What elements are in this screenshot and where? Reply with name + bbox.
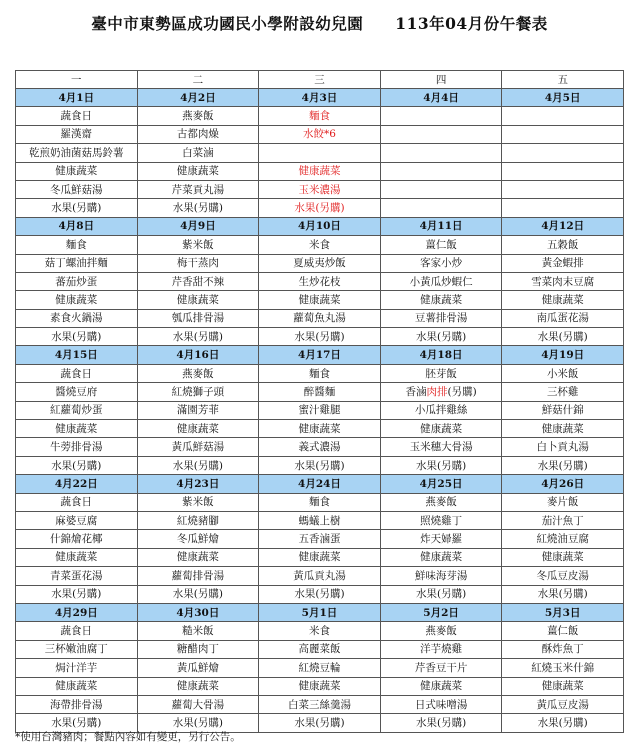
menu-cell: 冬瓜鮮燴 (137, 530, 259, 548)
menu-cell: 芹香甜不辣 (137, 272, 259, 290)
menu-cell: 蘿蔔排骨湯 (137, 567, 259, 585)
menu-cell: 蔬食日 (16, 622, 138, 640)
menu-cell: 米食 (259, 622, 381, 640)
menu-row (16, 401, 624, 419)
menu-cell: 玉米濃湯 (259, 180, 381, 198)
menu-cell: 水果(另購) (380, 585, 502, 603)
date-cell: 5月3日 (502, 603, 624, 621)
menu-cell: 茄汁魚丁 (502, 511, 624, 529)
menu-cell: 健康蔬菜 (16, 677, 138, 695)
menu-cell: 健康蔬菜 (137, 291, 259, 309)
date-cell: 4月25日 (380, 475, 502, 493)
date-row (16, 603, 624, 621)
menu-cell: 健康蔬菜 (502, 420, 624, 438)
menu-cell: 健康蔬菜 (137, 548, 259, 566)
menu-cell: 螞蟻上樹 (259, 511, 381, 529)
menu-cell: 醉醬麵 (259, 383, 381, 401)
menu-cell: 蘿蔔魚丸湯 (259, 309, 381, 327)
menu-cell: 水果(另購) (16, 456, 138, 474)
menu-cell: 麻婆豆腐 (16, 511, 138, 529)
weekday-header-row (16, 71, 624, 89)
menu-cell (380, 125, 502, 143)
menu-row (16, 254, 624, 272)
date-cell: 4月11日 (380, 217, 502, 235)
menu-cell: 青菜蛋花湯 (16, 567, 138, 585)
menu-cell: 健康蔬菜 (16, 420, 138, 438)
menu-cell: 什錦燴花椰 (16, 530, 138, 548)
date-row (16, 346, 624, 364)
menu-cell: 健康蔬菜 (380, 291, 502, 309)
menu-row (16, 585, 624, 603)
menu-cell: 水果(另購) (137, 456, 259, 474)
menu-row (16, 511, 624, 529)
menu-cell: 水果(另購) (16, 199, 138, 217)
date-cell: 4月16日 (137, 346, 259, 364)
date-cell: 5月2日 (380, 603, 502, 621)
menu-cell: 胚芽飯 (380, 364, 502, 382)
menu-cell: 冬瓜鮮菇湯 (16, 180, 138, 198)
menu-cell: 水果(另購) (137, 585, 259, 603)
menu-cell: 糙米飯 (137, 622, 259, 640)
menu-cell: 豆薯排骨湯 (380, 309, 502, 327)
menu-row (16, 125, 624, 143)
menu-cell: 健康蔬菜 (502, 548, 624, 566)
date-row (16, 89, 624, 107)
menu-cell: 芹菜貢丸湯 (137, 180, 259, 198)
weekday-header: 三 (259, 71, 381, 89)
menu-cell (502, 107, 624, 125)
menu-cell: 薑仁飯 (502, 622, 624, 640)
menu-cell: 水果(另購) (137, 714, 259, 732)
menu-cell (502, 125, 624, 143)
menu-row (16, 438, 624, 456)
menu-body (16, 89, 624, 733)
date-cell: 4月29日 (16, 603, 138, 621)
date-cell: 4月2日 (137, 89, 259, 107)
menu-row (16, 272, 624, 290)
menu-cell (380, 199, 502, 217)
menu-cell: 生炒花枝 (259, 272, 381, 290)
menu-cell: 客家小炒 (380, 254, 502, 272)
menu-row (16, 199, 624, 217)
menu-cell (380, 383, 502, 401)
menu-cell: 水果(另購) (502, 456, 624, 474)
date-cell: 5月1日 (259, 603, 381, 621)
menu-row (16, 530, 624, 548)
menu-cell: 菇丁螺油拌麵 (16, 254, 138, 272)
menu-row (16, 456, 624, 474)
menu-cell: 糖醋肉丁 (137, 640, 259, 658)
menu-cell (380, 144, 502, 162)
lunch-menu-table (15, 70, 624, 733)
weekday-header: 五 (502, 71, 624, 89)
menu-cell: 炸天婦羅 (380, 530, 502, 548)
menu-cell: 紅燒油豆腐 (502, 530, 624, 548)
weekday-header: 一 (16, 71, 138, 89)
date-cell: 4月4日 (380, 89, 502, 107)
menu-cell: 小黃瓜炒蝦仁 (380, 272, 502, 290)
menu-cell: 健康蔬菜 (502, 677, 624, 695)
menu-row (16, 659, 624, 677)
menu-cell: 健康蔬菜 (137, 677, 259, 695)
menu-cell: 滿園芳菲 (137, 401, 259, 419)
menu-row (16, 180, 624, 198)
menu-cell: 健康蔬菜 (259, 162, 381, 180)
menu-row (16, 548, 624, 566)
menu-cell: 麵食 (16, 236, 138, 254)
menu-cell: 高麗菜飯 (259, 640, 381, 658)
menu-cell: 水果(另購) (16, 328, 138, 346)
menu-cell: 黃瓜鮮燴 (137, 659, 259, 677)
menu-cell: 白菜三絲羹湯 (259, 695, 381, 713)
menu-cell: 健康蔬菜 (259, 291, 381, 309)
menu-cell: 健康蔬菜 (259, 420, 381, 438)
menu-row (16, 640, 624, 658)
menu-text: 香滷 (405, 385, 427, 398)
menu-cell: 水果(另購) (259, 199, 381, 217)
menu-cell: 麥片飯 (502, 493, 624, 511)
menu-cell: 雪菜肉末豆腐 (502, 272, 624, 290)
menu-cell: 健康蔬菜 (259, 677, 381, 695)
menu-cell: 紅蘿蔔炒蛋 (16, 401, 138, 419)
menu-cell (502, 162, 624, 180)
menu-cell: 梅干蒸肉 (137, 254, 259, 272)
menu-row (16, 383, 624, 401)
menu-cell: 紫米飯 (137, 236, 259, 254)
menu-cell: 水果(另購) (259, 585, 381, 603)
menu-cell: 鮮菇什錦 (502, 401, 624, 419)
menu-cell: 健康蔬菜 (380, 548, 502, 566)
menu-cell: 健康蔬菜 (259, 548, 381, 566)
menu-row (16, 622, 624, 640)
menu-cell: 白菜滷 (137, 144, 259, 162)
menu-cell: 健康蔬菜 (380, 420, 502, 438)
menu-cell: 水果(另購) (259, 714, 381, 732)
menu-cell: 冬瓜豆皮湯 (502, 567, 624, 585)
date-cell: 4月10日 (259, 217, 381, 235)
menu-cell: 麵食 (259, 107, 381, 125)
page-title: 臺中市東勢區成功國民小學附設幼兒園 113年04月份午餐表 (91, 14, 548, 33)
menu-cell: 健康蔬菜 (16, 548, 138, 566)
menu-cell: 燕麥飯 (380, 622, 502, 640)
menu-cell: 素食火鍋湯 (16, 309, 138, 327)
menu-cell (502, 199, 624, 217)
menu-row (16, 162, 624, 180)
menu-cell: 健康蔬菜 (380, 677, 502, 695)
menu-cell: 薑仁飯 (380, 236, 502, 254)
menu-cell: 紅燒玉米什錦 (502, 659, 624, 677)
menu-cell: 五穀飯 (502, 236, 624, 254)
menu-cell: 牛蒡排骨湯 (16, 438, 138, 456)
footnote: *使用台灣豬肉；餐點內容如有變更，另行公告。 (15, 731, 241, 743)
menu-row (16, 236, 624, 254)
menu-row (16, 677, 624, 695)
menu-cell: 水果(另購) (380, 456, 502, 474)
menu-cell: 海帶排骨湯 (16, 695, 138, 713)
menu-cell: 焗汁洋芋 (16, 659, 138, 677)
weekday-header: 四 (380, 71, 502, 89)
date-cell: 4月12日 (502, 217, 624, 235)
menu-cell: 水果(另購) (380, 714, 502, 732)
menu-row (16, 328, 624, 346)
menu-cell: 古都肉燥 (137, 125, 259, 143)
menu-cell: 南瓜蛋花湯 (502, 309, 624, 327)
menu-cell: 水果(另購) (137, 328, 259, 346)
menu-cell (380, 180, 502, 198)
menu-cell: 白卜貢丸湯 (502, 438, 624, 456)
menu-cell (259, 144, 381, 162)
menu-cell: 照燒雞丁 (380, 511, 502, 529)
menu-cell: 蔬食日 (16, 364, 138, 382)
menu-text: 肉排 (426, 385, 448, 398)
menu-cell: 水果(另購) (502, 714, 624, 732)
menu-cell: 日式味噌湯 (380, 695, 502, 713)
menu-cell: 紫米飯 (137, 493, 259, 511)
menu-cell: 紅燒豬腳 (137, 511, 259, 529)
menu-row (16, 107, 624, 125)
menu-cell: 麵食 (259, 364, 381, 382)
menu-cell: 瓠瓜排骨湯 (137, 309, 259, 327)
menu-cell: 水果(另購) (502, 328, 624, 346)
date-cell: 4月1日 (16, 89, 138, 107)
menu-cell: 水餃*6 (259, 125, 381, 143)
menu-cell: 芹香豆干片 (380, 659, 502, 677)
weekday-header: 二 (137, 71, 259, 89)
menu-cell: 夏威夷炒飯 (259, 254, 381, 272)
menu-cell: 健康蔬菜 (16, 162, 138, 180)
date-cell: 4月8日 (16, 217, 138, 235)
date-row (16, 217, 624, 235)
menu-cell (380, 162, 502, 180)
date-row (16, 475, 624, 493)
menu-cell: 黃瓜貢丸湯 (259, 567, 381, 585)
menu-cell: 鮮味海芽湯 (380, 567, 502, 585)
menu-cell: 義式濃湯 (259, 438, 381, 456)
menu-row (16, 420, 624, 438)
date-cell: 4月3日 (259, 89, 381, 107)
date-cell: 4月30日 (137, 603, 259, 621)
menu-cell (502, 144, 624, 162)
menu-row (16, 493, 624, 511)
menu-cell: 小米飯 (502, 364, 624, 382)
menu-cell: 健康蔬菜 (502, 291, 624, 309)
date-cell: 4月23日 (137, 475, 259, 493)
menu-cell: 蘿蔔大骨湯 (137, 695, 259, 713)
date-cell: 4月17日 (259, 346, 381, 364)
menu-cell: 水果(另購) (502, 585, 624, 603)
menu-cell: 醬燒豆府 (16, 383, 138, 401)
menu-cell: 黃瓜豆皮湯 (502, 695, 624, 713)
menu-cell: 蜜汁雞腿 (259, 401, 381, 419)
menu-cell: 蔬食日 (16, 493, 138, 511)
date-cell: 4月26日 (502, 475, 624, 493)
menu-cell: 燕麥飯 (137, 364, 259, 382)
menu-cell: 三杯雞 (502, 383, 624, 401)
date-cell: 4月5日 (502, 89, 624, 107)
menu-cell: 紅燒豆輪 (259, 659, 381, 677)
menu-cell: 麵食 (259, 493, 381, 511)
menu-cell: 紅燒獅子頭 (137, 383, 259, 401)
menu-cell: 水果(另購) (16, 714, 138, 732)
menu-row (16, 144, 624, 162)
date-cell: 4月24日 (259, 475, 381, 493)
menu-cell: 健康蔬菜 (137, 162, 259, 180)
date-cell: 4月18日 (380, 346, 502, 364)
menu-cell: 三杯嫩油腐丁 (16, 640, 138, 658)
menu-cell: 燕麥飯 (380, 493, 502, 511)
menu-cell: 羅漢齋 (16, 125, 138, 143)
menu-cell: 健康蔬菜 (16, 291, 138, 309)
menu-cell: 酥炸魚丁 (502, 640, 624, 658)
date-cell: 4月19日 (502, 346, 624, 364)
menu-cell: 水果(另購) (259, 328, 381, 346)
menu-cell: 小瓜拌雞絲 (380, 401, 502, 419)
menu-cell: 蕃茄炒蛋 (16, 272, 138, 290)
menu-cell: 五香滷蛋 (259, 530, 381, 548)
date-cell: 4月9日 (137, 217, 259, 235)
menu-cell: 玉米穗大骨湯 (380, 438, 502, 456)
menu-text: (另購) (447, 385, 477, 398)
menu-cell: 健康蔬菜 (137, 420, 259, 438)
menu-cell: 洋芋燒雞 (380, 640, 502, 658)
menu-row (16, 695, 624, 713)
date-cell: 4月22日 (16, 475, 138, 493)
menu-cell: 蔬食日 (16, 107, 138, 125)
menu-cell: 黃瓜鮮菇湯 (137, 438, 259, 456)
menu-row (16, 364, 624, 382)
menu-cell: 水果(另購) (380, 328, 502, 346)
menu-cell: 水果(另購) (259, 456, 381, 474)
menu-cell: 乾煎奶油菌菇馬鈴薯 (16, 144, 138, 162)
menu-cell: 水果(另購) (16, 585, 138, 603)
menu-cell: 燕麥飯 (137, 107, 259, 125)
date-cell: 4月15日 (16, 346, 138, 364)
menu-cell (380, 107, 502, 125)
menu-cell: 黃金蝦排 (502, 254, 624, 272)
menu-cell: 水果(另購) (137, 199, 259, 217)
menu-row (16, 567, 624, 585)
menu-cell (502, 180, 624, 198)
menu-row (16, 291, 624, 309)
menu-row (16, 309, 624, 327)
menu-cell: 米食 (259, 236, 381, 254)
